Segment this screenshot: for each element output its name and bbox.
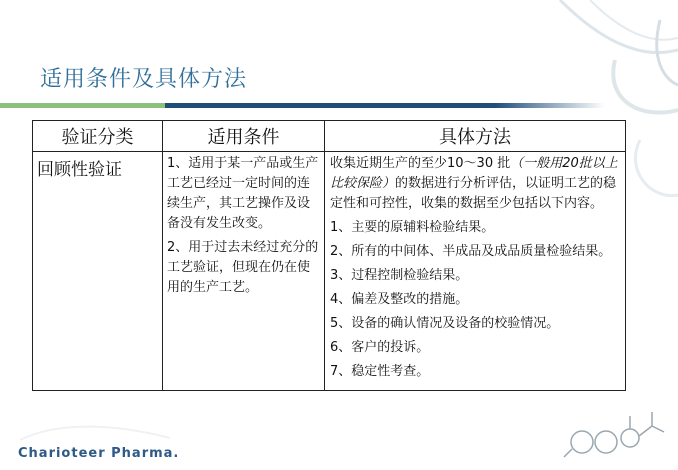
validation-method-table [32,120,626,391]
methods-cell [325,152,626,391]
condition-item-2: 2、用于过去未经过充分的工艺验证，但现在仍在使用的生产工艺。 [167,240,319,295]
method-intro-b: 的数据进行分析评估，以证明工艺的稳定性和可控性，收集的数据至少包括以下内容。 [330,176,617,211]
brand-logo-text: Charioteer Pharma. [18,446,180,461]
header-conditions: 适用条件 [163,121,325,152]
method-intro [330,154,620,214]
header-methods: 具体方法 [325,121,626,152]
method-item-5: 5、设备的确认情况及设备的校验情况。 [330,316,560,331]
method-intro-italic: （一般用20批以上比较保险） [330,156,618,191]
title-underline-fade [495,103,605,108]
method-item-6: 6、客户的投诉。 [330,340,430,355]
table-row [33,152,626,391]
method-item-1: 1、主要的原辅料检验结果。 [330,220,495,235]
category-cell: 回顾性验证 [33,152,163,391]
molecule-structure-icon [560,402,670,464]
method-intro-a: 收集近期生产的至少10～30 批 [330,156,511,171]
title-underline-green [0,103,165,108]
method-item-7: 7、稳定性考查。 [330,364,430,379]
slide-title: 适用条件及具体方法 [40,67,248,92]
method-item-2: 2、所有的中间体、半成品及成品质量检验结果。 [330,244,612,259]
method-item-3: 3、过程控制检验结果。 [330,268,469,283]
header-category: 验证分类 [33,121,163,152]
title-underline-blue [165,103,495,108]
method-item-4: 4、偏差及整改的措施。 [330,292,469,307]
table-header-row [33,121,626,152]
conditions-cell [163,152,325,391]
condition-item-1: 1、适用于某一产品或生产工艺已经过一定时间的连续生产，其工艺操作及设备没有发生改变。 [167,156,319,231]
